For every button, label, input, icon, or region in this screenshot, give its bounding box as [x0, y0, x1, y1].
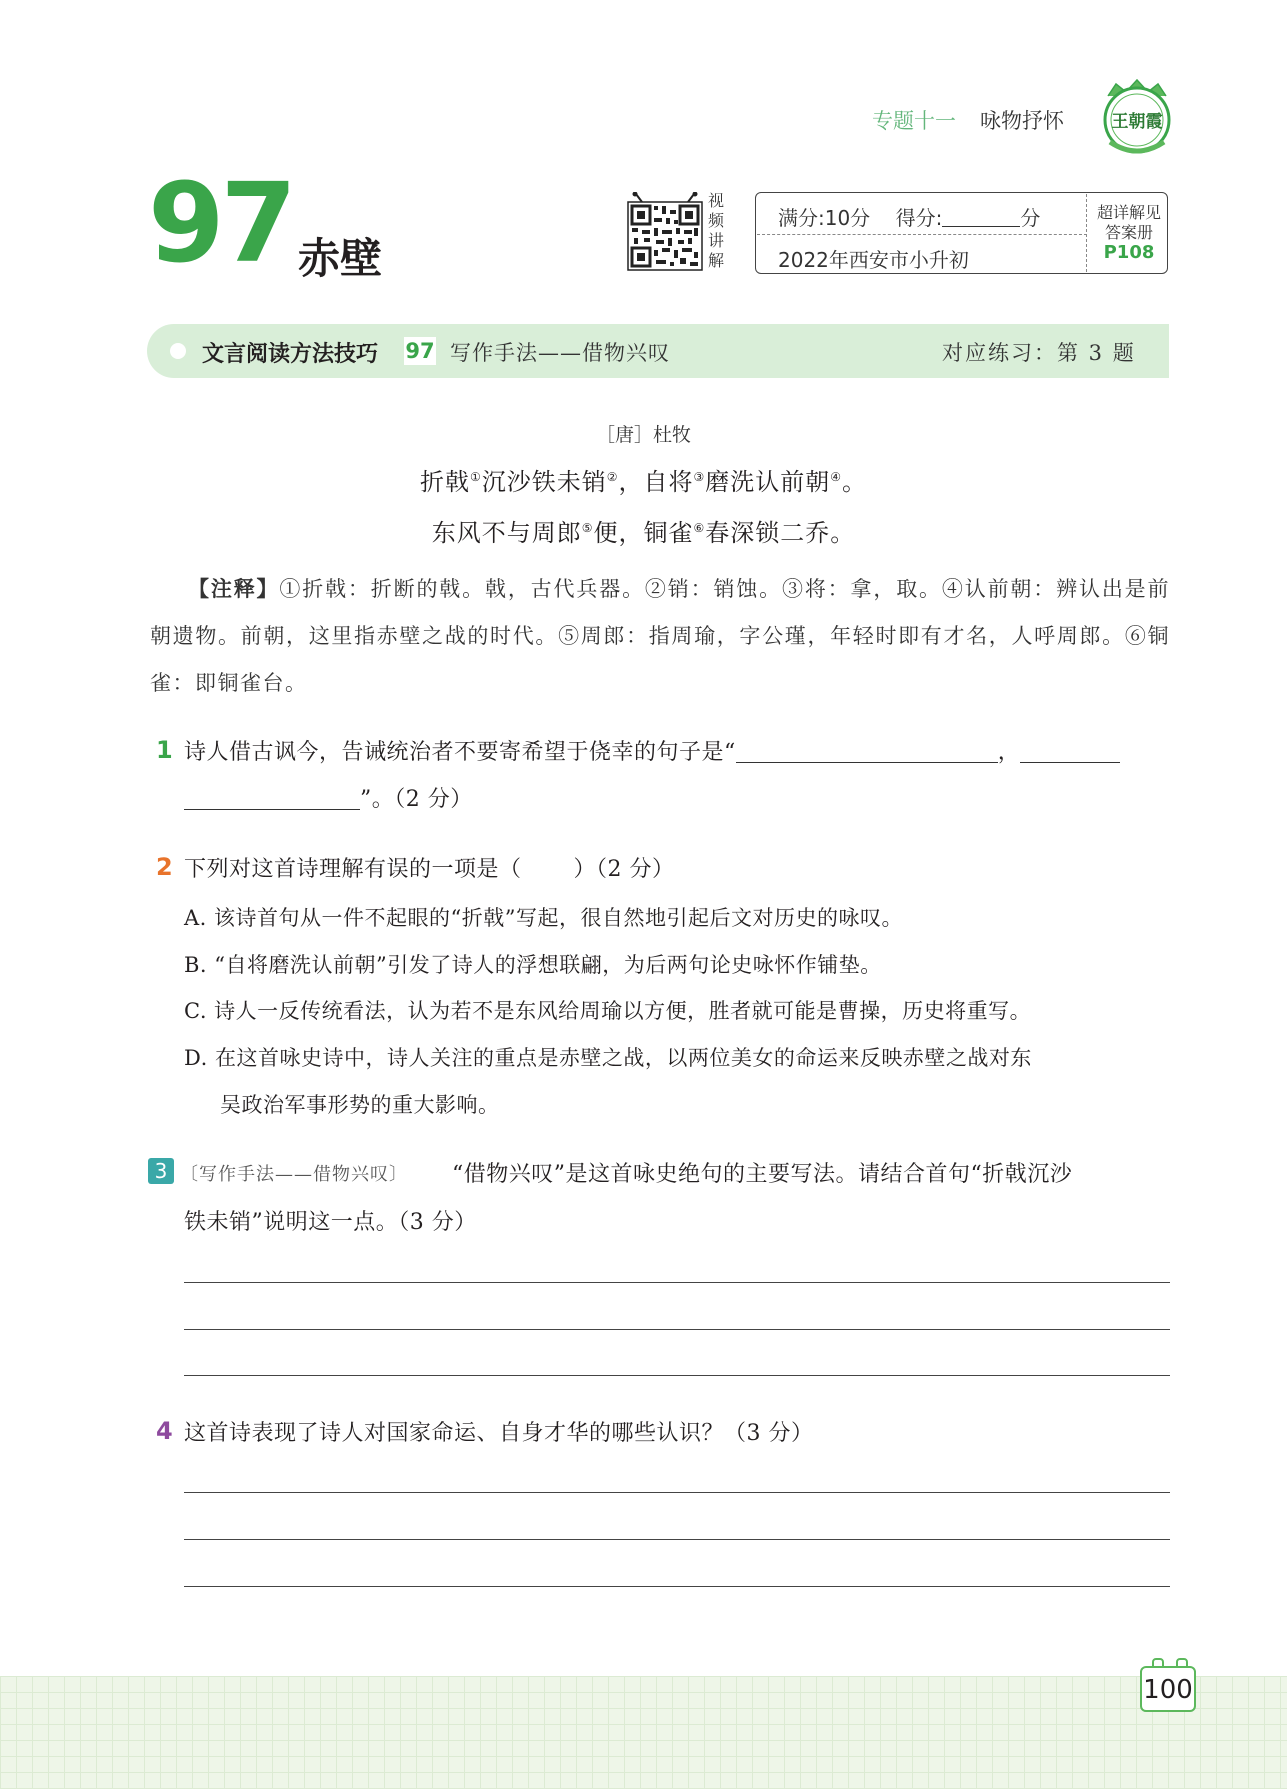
question-1-number: 1: [156, 736, 173, 764]
answer-ref-line1: 超详解见: [1096, 203, 1161, 222]
option-d-cont: 吴政治军事形势的重大影响。: [220, 1093, 500, 1117]
answer-ref-line2: 答案册: [1104, 223, 1153, 242]
question-2-stem: 下列对这首诗理解有误的一项是（ ）（2 分）: [184, 857, 675, 882]
question-3-tag: 〔写作手法——借物兴叹〕: [180, 1164, 408, 1185]
annotations: [150, 566, 1170, 707]
option-b: B. “自将磨洗认前朝”引发了诗人的浮想联翩，为后两句论史咏怀作铺垫。: [184, 953, 882, 977]
answer-blank[interactable]: [1020, 740, 1120, 763]
poem-line-2: 东风不与周郎⑤便，铜雀⑥春深锁二乔。: [431, 519, 856, 547]
question-2-number: 2: [156, 853, 173, 881]
answer-line[interactable]: [184, 1539, 1170, 1540]
option-c: C. 诗人一反传统看法，认为若不是东风给周瑜以方便，胜者就可能是曹操，历史将重写。: [184, 999, 1032, 1023]
question-4-text: 这首诗表现了诗人对国家命运、自身才华的哪些认识？（3 分）: [184, 1421, 814, 1446]
banner-label: 文言阅读方法技巧: [202, 342, 379, 367]
question-1-text-cont: ”。（2 分）: [184, 782, 473, 813]
banner-dot-icon: [170, 343, 186, 359]
answer-blank[interactable]: [736, 740, 998, 763]
score-unit: 分: [1020, 206, 1041, 230]
page-number: 100: [1140, 1666, 1196, 1712]
notes-text: ①折戟：折断的戟。戟，古代兵器。②销：销蚀。③将：拿，取。④认前朝：辨认出是前朝遗物。前朝，这里指赤壁之战的时代。⑤周郎：指周瑜，字公瑾，年轻时即有才名，人呼周郎。⑥铜雀：即铜雀台。: [150, 577, 1171, 695]
topic-label: 专题十一: [872, 109, 956, 133]
exam-source: 2022年西安市小升初: [778, 248, 969, 272]
poem-author: ［唐］杜牧: [595, 424, 691, 446]
qr-code-icon[interactable]: [626, 192, 704, 272]
qr-caption: 视频讲解: [708, 191, 725, 270]
answer-line[interactable]: [184, 1375, 1170, 1376]
brand-logo: [1098, 76, 1176, 158]
answer-page: P108: [1103, 242, 1155, 263]
answer-reference: [1090, 203, 1168, 263]
question-3-text-cont: 铁未销”说明这一点。（3 分）: [184, 1210, 477, 1235]
score-divider: [1086, 194, 1087, 272]
banner-badge: 97: [405, 339, 435, 363]
score-get-label: 得分:: [895, 206, 943, 230]
answer-line[interactable]: [184, 1586, 1170, 1587]
question-4-number: 4: [156, 1417, 173, 1445]
answer-blank[interactable]: [184, 787, 360, 810]
poem-line-1: 折戟①沉沙铁未销②，自将③磨洗认前朝④。: [419, 468, 868, 496]
lesson-title: 赤壁: [298, 234, 383, 283]
lesson-number: 97: [148, 159, 294, 287]
answer-line[interactable]: [184, 1492, 1170, 1493]
footer-grid: [0, 1676, 1287, 1789]
svg-text:王朝霞: 王朝霞: [1111, 112, 1163, 132]
banner-practice: 对应练习：第 3 题: [942, 341, 1136, 365]
score-divider: [757, 234, 1087, 235]
banner-technique: 写作手法——借物兴叹: [450, 341, 670, 365]
full-score: 满分:10分: [778, 206, 871, 230]
question-3-text: “借物兴叹”是这首咏史绝句的主要写法。请结合首句“折戟沉沙: [452, 1162, 1073, 1187]
score-blank[interactable]: [942, 208, 1020, 227]
option-a: A. 该诗首句从一件不起眼的“折戟”写起，很自然地引起后文对历史的咏叹。: [184, 906, 903, 930]
topic-name: 咏物抒怀: [980, 109, 1064, 133]
score-line: [778, 202, 1040, 231]
question-3-number: 3: [148, 1158, 174, 1184]
notes-label: 【注释】: [188, 577, 280, 601]
option-d: D. 在这首咏史诗中，诗人关注的重点是赤壁之战，以两位美女的命运来反映赤壁之战对东: [184, 1046, 1032, 1070]
question-1-text: 诗人借古讽今，告诫统治者不要寄希望于侥幸的句子是“ ，: [184, 735, 1120, 766]
answer-line[interactable]: [184, 1282, 1170, 1283]
answer-line[interactable]: [184, 1329, 1170, 1330]
